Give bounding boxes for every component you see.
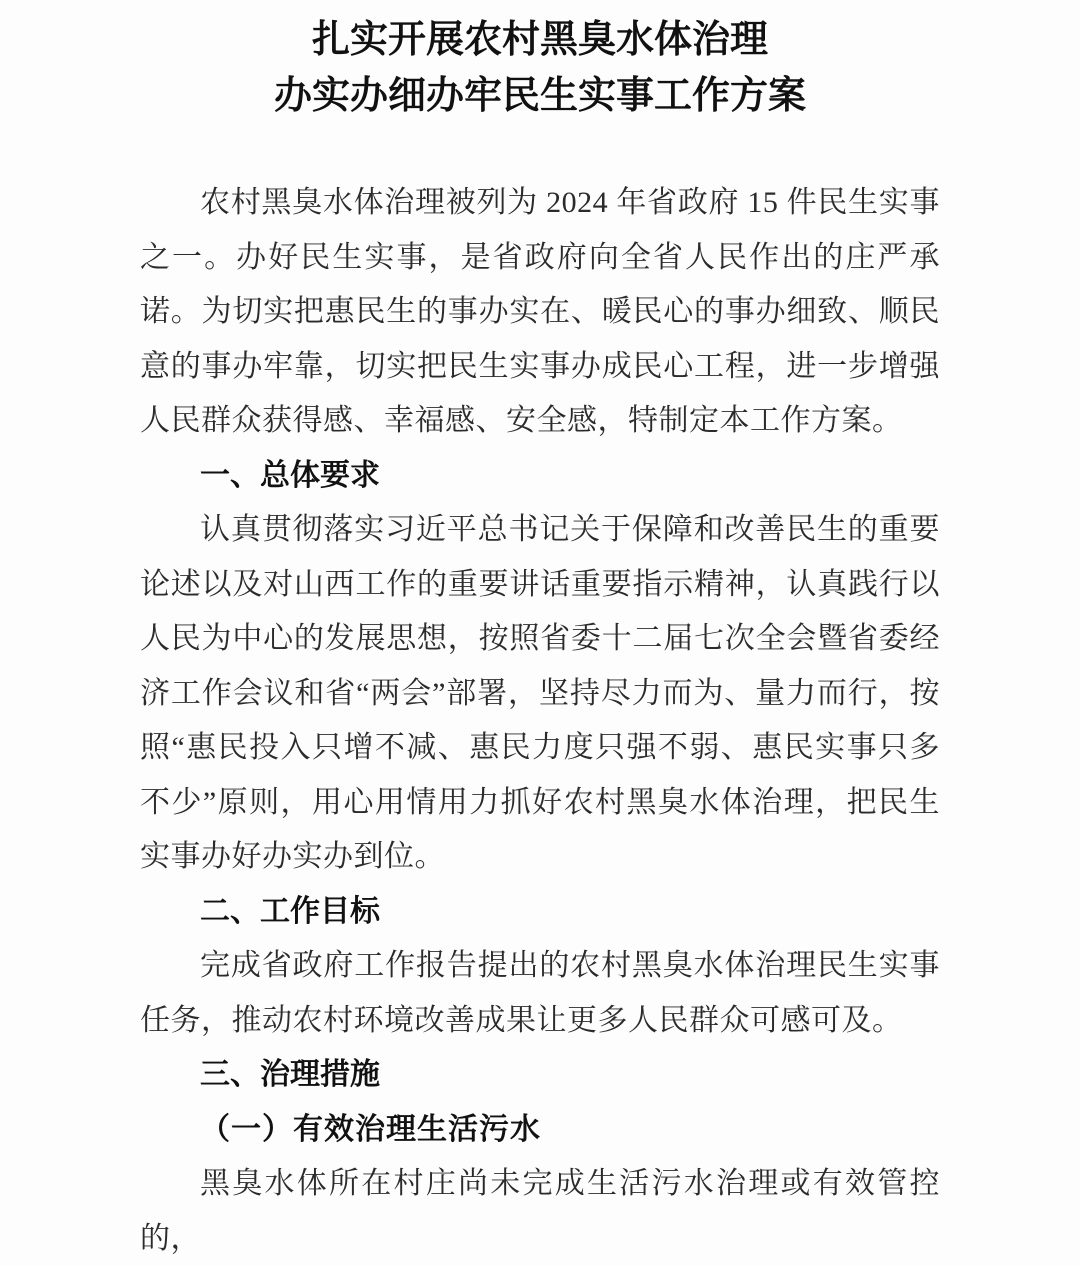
- subsection-heading-sewage-treatment: （一）有效治理生活污水: [200, 1112, 541, 1146]
- section-heading-work-goals: 二、工作目标: [200, 894, 380, 928]
- body-paragraph-work-goals: 完成省政府工作报告提出的农村黑臭水体治理民生实事任务，推动农村环境改善成果让更多人民群众可感可及。: [140, 949, 940, 1037]
- body-paragraph-overall-requirements: 认真贯彻落实习近平总书记关于保障和改善民生的重要论述以及对山西工作的重要讲话重要指示精神，认真践行以人民为中心的发展思想，按照省委十二届七次全会暨省委经济工作会议和省“两会”部署，坚持尽力而为、量力而行，按照“惠民投入只增不减、惠民力度只强不弱、惠民实事只多不少”原则，用心用情用力抓好农村黑臭水体治理，把民生实事办好办实办到位。: [140, 513, 940, 873]
- title-line-1: 扎实开展农村黑臭水体治理: [311, 19, 768, 61]
- title-line-2: 办实办细办牢民生实事工作方案: [273, 75, 806, 117]
- section-heading-overall-requirements: 一、总体要求: [200, 458, 380, 492]
- body-paragraph-sewage-treatment: 黑臭水体所在村庄尚未完成生活污水治理或有效管控的，: [140, 1167, 940, 1255]
- document-title: [140, 12, 940, 124]
- body-paragraph-intro: 农村黑臭水体治理被列为 2024 年省政府 15 件民生实事之一。办好民生实事，是省政府向全省人民作出的庄严承诺。为切实把惠民生的事办实在、暖民心的事办细致、顺民意的事办牢靠，切实把民生实事办成民心工程，进一步增强人民群众获得感、幸福感、安全感，特制定本工作方案。: [140, 186, 940, 437]
- section-heading-treatment-measures: 三、治理措施: [200, 1058, 380, 1091]
